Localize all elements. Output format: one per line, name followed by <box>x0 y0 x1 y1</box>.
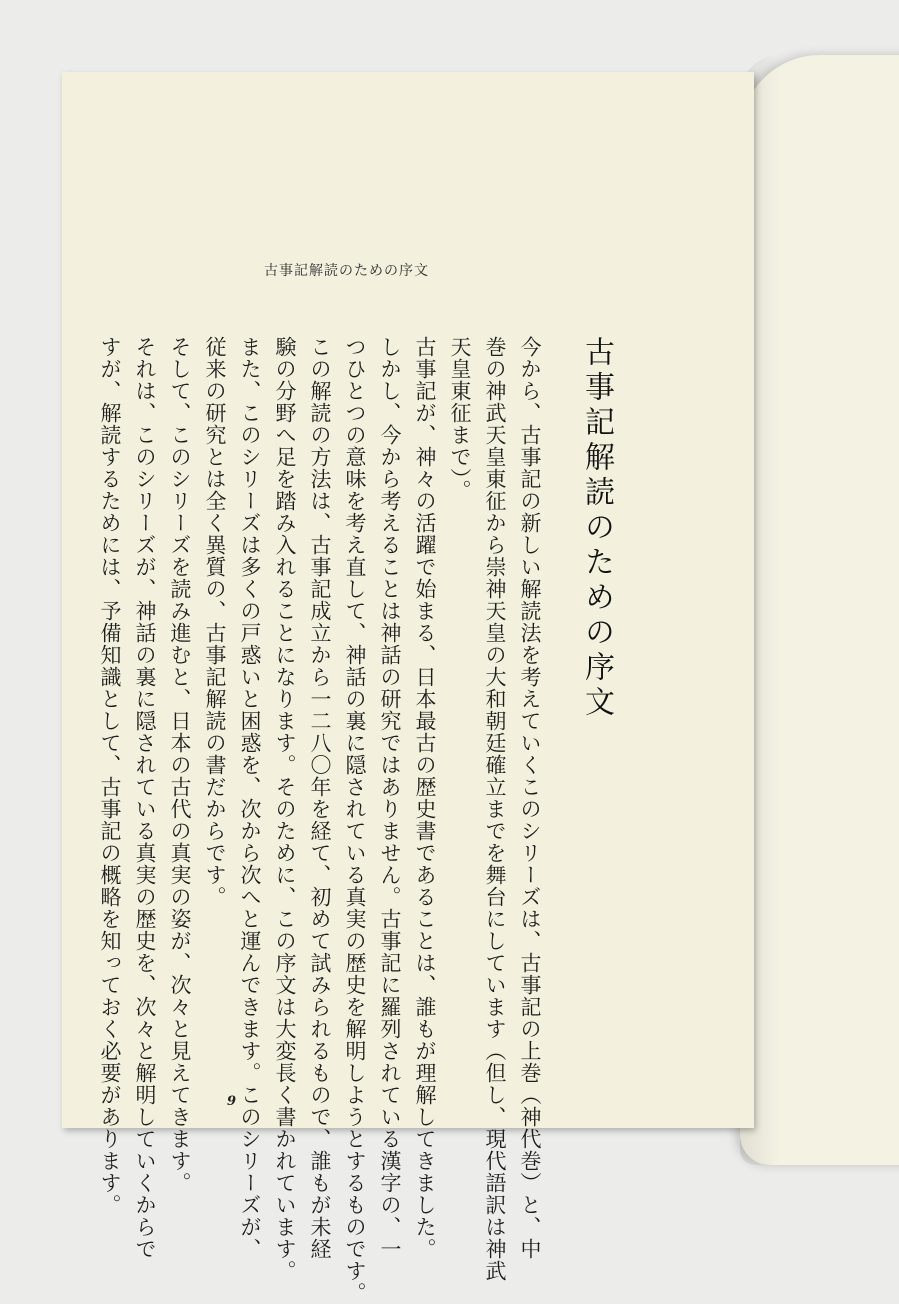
text-column: 今から、古事記の新しい解読法を考えていくこのシリーズは、古事記の上巻（神代巻）と、中 <box>518 336 542 1260</box>
text-column: 験の分野へ足を踏み入れることになります。そのために、この序文は大変長く書かれています。 <box>273 336 297 1282</box>
text-column: つひとつの意味を考え直して、神話の裏に隠されている真実の歴史を解明しようとするものです。 <box>343 336 367 1304</box>
text-column: 天皇東征まで）。 <box>448 336 472 502</box>
text-column: すが、解読するためには、予備知識として、古事記の概略を知っておく必要があります。 <box>98 336 122 1216</box>
text-column: 巻の神武天皇東征から崇神天皇の大和朝廷確立までを舞台にしています（但し、現代語訳は神武 <box>483 336 507 1282</box>
text-column: しかし、今から考えることは神話の研究ではありません。古事記に羅列されている漢字の、一 <box>378 336 402 1260</box>
text-column: そして、このシリーズを読み進むと、日本の古代の真実の姿が、次々と見えてきます。 <box>168 336 192 1194</box>
text-column: この解読の方法は、古事記成立から一二八〇年を経て、初めて試みられるもので、誰もが未経 <box>308 336 332 1260</box>
vertical-text-block <box>92 336 614 1304</box>
running-head: 古事記解読のための序文 <box>264 263 429 279</box>
text-column: 従来の研究とは全く異質の、古事記解読の書だからです。 <box>203 336 227 908</box>
section-title: 古事記解読のための序文 <box>579 336 614 721</box>
next-page-edge <box>740 55 899 1165</box>
text-column: 古事記が、神々の活躍で始まる、日本最古の歴史書であることは、誰もが理解してきました。 <box>413 336 437 1260</box>
page-number: 9 <box>227 1094 237 1109</box>
text-column: また、このシリーズは多くの戸惑いと困惑を、次から次へと運んできます。このシリーズが、 <box>238 336 262 1260</box>
text-column: それは、このシリーズが、神話の裏に隠されている真実の歴史を、次々と解明していくからで <box>133 336 157 1260</box>
book-page <box>62 72 754 1304</box>
